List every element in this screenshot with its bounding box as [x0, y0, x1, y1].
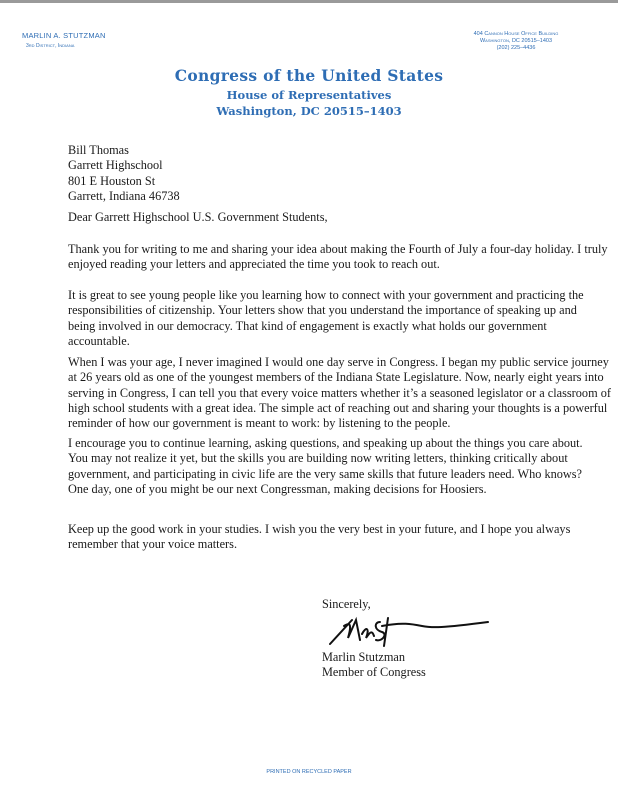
salutation: Dear Garrett Highschool U.S. Government Students, [68, 210, 328, 224]
recipient-line: Garrett, Indiana 46738 [68, 188, 180, 203]
paragraph: Thank you for writing to me and sharing your idea about making the Fourth of July a four-day holiday. I truly enjoyed reading your letters and appreciated the time you took to reach out. [68, 242, 608, 272]
letterhead-city: Washington, DC 20515–1403 [216, 104, 402, 118]
recipient-address [68, 143, 616, 204]
office-building: 404 Cannon House Office Building [473, 31, 559, 37]
letterhead-subtitle: House of Representatives [226, 88, 392, 102]
office-city: Washington, DC 20515–1403 [479, 38, 552, 44]
signer-name: Marlin Stutzman [322, 650, 405, 664]
closing: Sincerely, [322, 597, 371, 611]
recipient-line: Bill Thomas [68, 143, 129, 157]
letterhead-left [22, 31, 106, 49]
signer-title: Member of Congress [322, 665, 426, 679]
letterhead-name: MARLIN A. STUTZMAN [22, 31, 106, 40]
recipient-line: Garrett Highschool [68, 158, 163, 173]
signature [322, 612, 492, 654]
paragraph: When I was your age, I never imagined I would one day serve in Congress. I began my public service journey at 26 years old as one of the youngest members of the Indiana State Legislature. Now, nearly eight years into serving in Congress, I can tell you that every voice matters whether it’s a seasoned legislator or a classroom of high school students with a great idea. The simple act of reaching out and sharing your thoughts is a powerful reminder of how our government is meant to work: by listening to the people. [68, 355, 611, 431]
letterhead-district: 3rd District, Indiana [26, 43, 75, 49]
letterhead-title: Congress of the United States [174, 66, 444, 85]
letterhead-address [456, 31, 576, 52]
paragraph: It is great to see young people like you learning how to connect with your government and practicing the responsibilities of citizenship. Your letters show that you understand the importance of speaking up and being involved in our democracy. That kind of engagement is exactly what holds our government accountable. [68, 288, 584, 348]
paragraph: I encourage you to continue learning, asking questions, and speaking up about the things you care about. You may not realize it yet, but the skills you are building now writing letters, thinking critically about government, and participating in civic life are the very same skills that future leaders need. Who knows? One day, one of you might be our next Congressman, making decisions for Hoosiers. [68, 436, 583, 496]
footer-recycled: PRINTED ON RECYCLED PAPER [266, 769, 352, 775]
office-phone: (202) 225–4436 [496, 45, 536, 51]
paragraph: Keep up the good work in your studies. I wish you the very best in your future, and I hope you always remember that your voice matters. [68, 522, 571, 552]
page-edge [0, 0, 618, 3]
recipient-line: 801 E Houston St [68, 173, 156, 188]
